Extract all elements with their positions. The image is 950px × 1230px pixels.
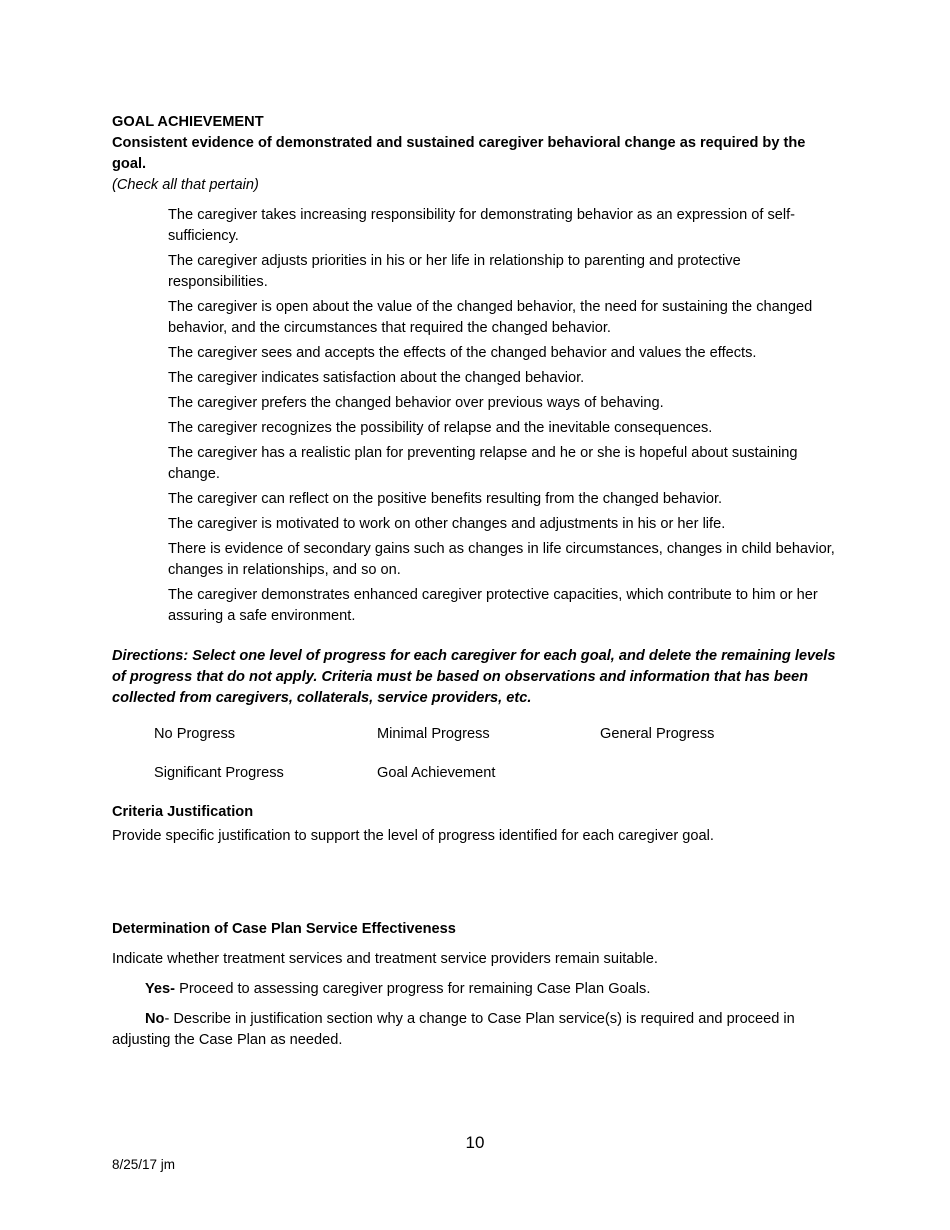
check-all-note: (Check all that pertain) <box>112 177 259 193</box>
criteria-item: The caregiver sees and accepts the effects of the changed behavior and values the effects. <box>168 345 757 361</box>
progress-option-significant-progress[interactable]: Significant Progress <box>154 765 284 781</box>
progress-option-minimal-progress[interactable]: Minimal Progress <box>377 726 490 742</box>
criteria-item: The caregiver can reflect on the positive benefits resulting from the changed behavior. <box>168 491 723 507</box>
criteria-item: There is evidence of secondary gains such as changes in life circumstances, changes in child behavior, changes in relationships, and so on. <box>168 541 835 578</box>
footer-date: 8/25/17 jm <box>112 1157 176 1172</box>
progress-option-goal-achievement[interactable]: Goal Achievement <box>377 765 496 781</box>
page-number: 10 <box>465 1133 485 1152</box>
criteria-item: The caregiver is motivated to work on other changes and adjustments in his or her life. <box>168 516 726 532</box>
criteria-justification-title: Criteria Justification <box>112 804 254 820</box>
criteria-item: The caregiver has a realistic plan for preventing relapse and he or she is hopeful about sustaining change. <box>168 445 798 482</box>
criteria-item: The caregiver indicates satisfaction about the changed behavior. <box>168 370 585 386</box>
criteria-item: The caregiver takes increasing responsibility for demonstrating behavior as an expression of self-sufficiency. <box>168 207 796 244</box>
criteria-justification-text: Provide specific justification to support the level of progress identified for each caregiver goal. <box>112 828 714 844</box>
service-effectiveness-title: Determination of Case Plan Service Effectiveness <box>112 921 456 937</box>
criteria-item: The caregiver recognizes the possibility of relapse and the inevitable consequences. <box>168 420 713 436</box>
criteria-list <box>112 205 842 627</box>
goal-achievement-heading: GOAL ACHIEVEMENT <box>112 114 264 130</box>
document-page <box>112 112 842 1051</box>
criteria-item: The caregiver is open about the value of the changed behavior, the need for sustaining the changed behavior, and the circumstances that required the changed behavior. <box>168 299 813 336</box>
goal-achievement-subheading: Consistent evidence of demonstrated and sustained caregiver behavioral change as required by the goal. <box>112 135 806 172</box>
progress-levels <box>154 724 842 784</box>
yes-option-text: Proceed to assessing caregiver progress for remaining Case Plan Goals. <box>175 981 651 997</box>
progress-option-general-progress[interactable]: General Progress <box>600 726 715 742</box>
criteria-item: The caregiver adjusts priorities in his or her life in relationship to parenting and protective responsibilities. <box>168 253 741 290</box>
directions-text: Directions: Select one level of progress for each caregiver for each goal, and delete the remaining levels of progress that do not apply. Criteria must be based on observations and information that has been collected from caregivers, collaterals, service providers, etc. <box>112 648 836 706</box>
yes-option[interactable] <box>112 979 842 1000</box>
no-option-text: - Describe in justification section why a change to Case Plan service(s) is required and proceed in adjusting the Case Plan as needed. <box>112 1011 795 1048</box>
no-option[interactable] <box>112 1009 842 1051</box>
criteria-item: The caregiver demonstrates enhanced caregiver protective capacities, which contribute to him or her assuring a safe environment. <box>168 587 818 624</box>
yes-option-label: Yes- <box>145 981 176 997</box>
service-effectiveness-text: Indicate whether treatment services and treatment service providers remain suitable. <box>112 951 658 967</box>
progress-option-no-progress[interactable]: No Progress <box>154 726 236 742</box>
no-option-label: No <box>145 1011 165 1027</box>
criteria-item: The caregiver prefers the changed behavior over previous ways of behaving. <box>168 395 664 411</box>
